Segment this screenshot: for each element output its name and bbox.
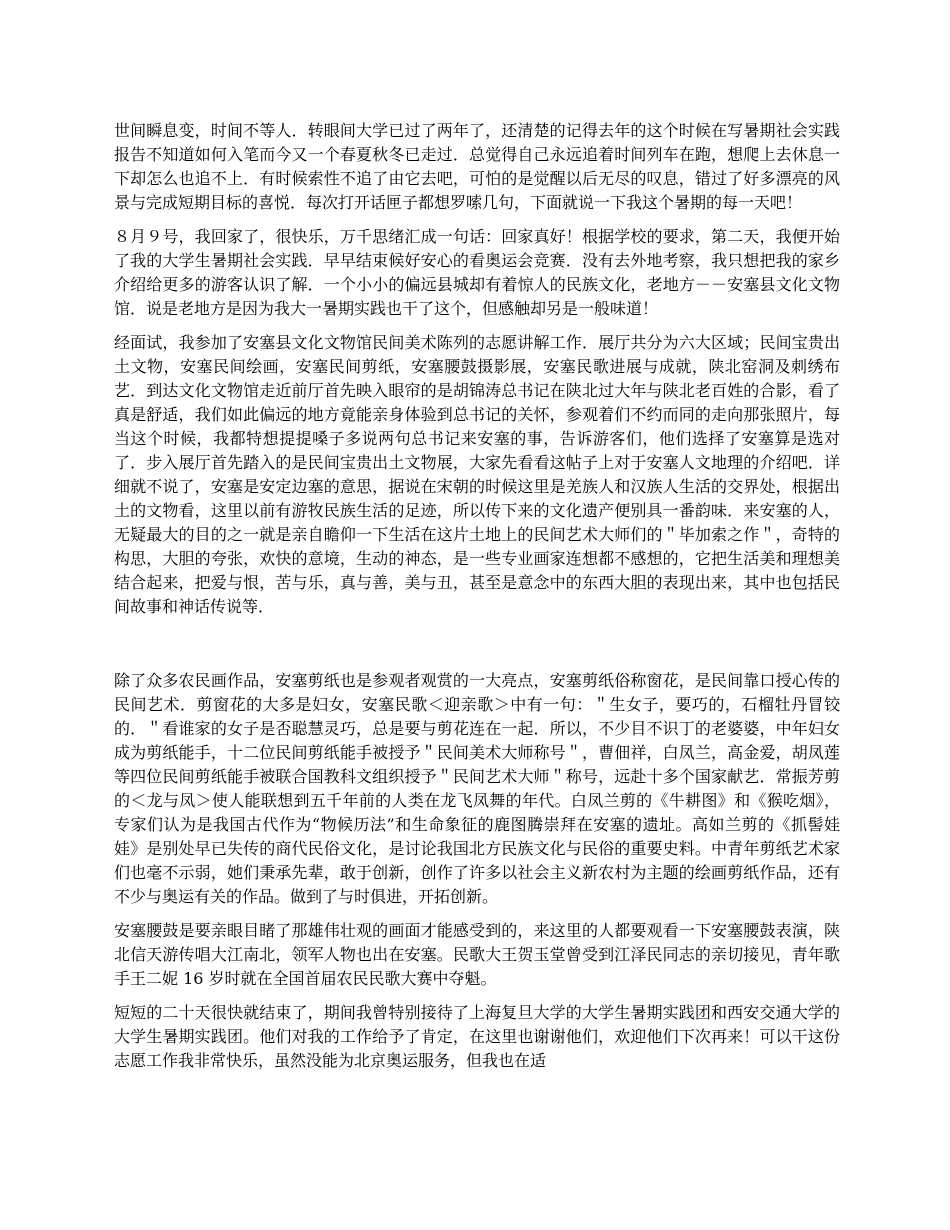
paragraph-return-home: ８月９号，我回家了，很快乐，万千思绪汇成一句话：回家真好！根据学校的要求，第二天，我便开始了我的大学生暑期社会实践．早早结束候好安心的看奥运会竞赛．没有去外地考察，我只想把我的家乡介绍给更多的游客认识了解．一个小小的偏远县城却有着惊人的民族文化，老地方－－安塞县文化文物馆．说是老地方是因为我大一暑期实践也干了这个，但感触却另是一般味道！ [114, 227, 840, 318]
document-body [114, 119, 840, 1083]
paragraph-waist-drum: 安塞腰鼓是要亲眼目睹了那雄伟壮观的画面才能感受到的，来这里的人都要观看一下安塞腰鼓表演，陕北信天游传唱大江南北，领军人物也出在安塞。民歌大王贺玉堂曾受到江泽民同志的亲切接见，青年歌手王二妮 16 岁时就在全国首届农民民歌大赛中夺魁。 [114, 921, 840, 988]
paragraph-museum-guide: 经面试，我参加了安塞县文化文物馆民间美术陈列的志愿讲解工作．展厅共分为六大区域；民间宝贵出土文物，安塞民间绘画，安塞民间剪纸，安塞腰鼓摄影展，安塞民歌进展与成就，陕北窑洞及刺绣布艺．到达文化文物馆走近前厅首先映入眼帘的是胡锦涛总书记在陕北过大年与陕北老百姓的合影，看了真是舒适，我们如此偏远的地方竟能亲身体验到总书记的关怀，参观着们不约而同的走向那张照片，每当这个时候，我都特想提提嗓子多说两句总书记来安塞的事，告诉游客们，他们选择了安塞算是选对了．步入展厅首先踏入的是民间宝贵出土文物展，大家先看看这帖子上对于安塞人文地理的介绍吧．详细就不说了，安塞是安定边塞的意思，据说在宋朝的时候这里是羌族人和汉族人生活的交界处，根据出土的文物看，这里以前有游牧民族生活的足迹，所以传下来的文化遗产便别具一番韵味．来安塞的人，无疑最大的目的之一就是亲自瞻仰一下生活在这片土地上的民间艺术大师们的＂毕加索之作＂，奇特的构思，大胆的夸张，欢快的意境，生动的神态，是一些专业画家连想都不感想的，它把生活美和理想美结合起来，把爱与恨，苦与乐，真与善，美与丑，甚至是意念中的东西大胆的表现出来，其中也包括民间故事和神话传说等． [114, 333, 840, 616]
paragraph-intro: 世间瞬息变，时间不等人．转眼间大学已过了两年了，还清楚的记得去年的这个时候在写暑期社会实践报告不知道如何入笔而今又一个春夏秋冬已走过．总觉得自己永远追着时间列车在跑，想爬上去休息一下却怎么也追不上．有时候索性不追了由它去吧，可怕的是觉醒以后无尽的叹息，错过了好多漂亮的风景与完成短期目标的喜悦．每次打开话匣子都想罗嗦几句，下面就说一下我这个暑期的每一天吧！ [114, 121, 840, 212]
paragraph-conclusion: 短短的二十天很快就结束了，期间我曾特别接待了上海复旦大学的大学生暑期实践团和西安交通大学的大学生暑期实践团。他们对我的工作给予了肯定，在这里也谢谢他们，欢迎他们下次再来！可以干这份志愿工作我非常快乐，虽然没能为北京奥运服务，但我也在适 [114, 1003, 840, 1070]
paragraph-paper-cutting: 除了众多农民画作品，安塞剪纸也是参观者观赏的一大亮点，安塞剪纸俗称窗花，是民间靠口授心传的民间艺术．剪窗花的大多是妇女，安塞民歌＜迎亲歌＞中有一句：＂生女子，要巧的，石榴牡丹冒铰的．＂看谁家的女子是否聪慧灵巧，总是要与剪花连在一起．所以，不少目不识丁的老婆婆，中年妇女成为剪纸能手，十二位民间剪纸能手被授予＂民间美术大师称号＂，曹佃祥，白凤兰，高金爱，胡凤莲等四位民间剪纸能手被联合国教科文组织授予＂民间艺术大师＂称号，远赴十多个国家献艺．常振芳剪的＜龙与凤＞使人能联想到五千年前的人类在龙飞凤舞的年代。白凤兰剪的《牛耕图》和《猴吃烟》，专家们认为是我国古代作为“物候历法”和生命象征的鹿图腾崇拜在安塞的遗址。高如兰剪的《抓髻娃娃》是别处早已失传的商代民俗文化，是讨论我国北方民族文化与民俗的重要史料。中青年剪纸艺术家们也毫不示弱，她们秉承先辈，敢于创新，创作了许多以社会主义新农村为主题的绘画剪纸作品，还有不少与奥运有关的作品。做到了与时俱进，开拓创新。 [114, 671, 840, 906]
